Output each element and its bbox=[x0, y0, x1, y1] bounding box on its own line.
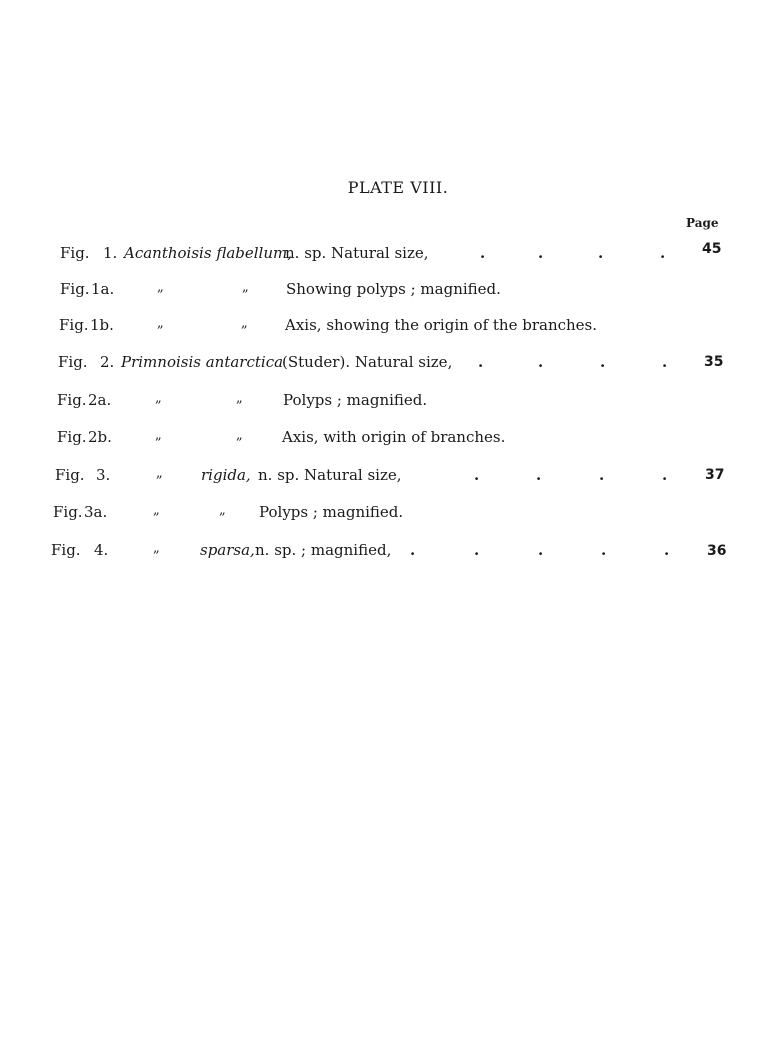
fig-number: 1. bbox=[103, 244, 118, 262]
page-number: 45 bbox=[702, 241, 722, 257]
plate-title: PLATE VIII. bbox=[347, 178, 449, 197]
fig-label: Fig. bbox=[55, 466, 85, 484]
fig-number: 4. bbox=[94, 541, 109, 559]
figure-row bbox=[0, 241, 776, 268]
figure-row bbox=[0, 280, 776, 304]
fig-label: Fig. bbox=[57, 391, 87, 409]
figure-row bbox=[0, 391, 776, 415]
leader-dot: . bbox=[601, 541, 607, 559]
fig-label: Fig. bbox=[58, 353, 88, 371]
fig-description: Axis, with origin of branches. bbox=[282, 428, 506, 446]
fig-label: Fig. bbox=[60, 244, 90, 262]
leader-dot: . bbox=[474, 466, 480, 484]
fig-number: 3. bbox=[96, 466, 111, 484]
figure-row bbox=[0, 466, 776, 490]
figure-row bbox=[0, 503, 776, 527]
ditto-mark: „ bbox=[157, 316, 164, 331]
ditto-mark: „ bbox=[155, 391, 162, 406]
fig-label: Fig. bbox=[57, 428, 87, 446]
fig-number: 1a. bbox=[91, 280, 115, 298]
fig-number: 2a. bbox=[88, 391, 112, 409]
ditto-mark: „ bbox=[242, 280, 249, 295]
fig-description: n. sp. Natural size, bbox=[285, 244, 429, 262]
figure-row bbox=[0, 353, 776, 377]
leader-dot: . bbox=[538, 244, 544, 262]
ditto-mark: „ bbox=[153, 503, 160, 518]
ditto-mark: „ bbox=[156, 466, 163, 481]
fig-label: Fig. bbox=[60, 280, 90, 298]
page-number: 35 bbox=[704, 354, 724, 370]
leader-dot: . bbox=[474, 541, 480, 559]
fig-description: Polyps ; magnified. bbox=[259, 503, 404, 521]
leader-dot: . bbox=[662, 353, 668, 371]
fig-label: Fig. bbox=[59, 316, 89, 334]
leader-dot: . bbox=[600, 353, 606, 371]
ditto-mark: „ bbox=[241, 316, 248, 331]
fig-description: (Studer). Natural size, bbox=[282, 353, 453, 371]
leader-dot: . bbox=[599, 466, 605, 484]
figure-row bbox=[0, 316, 776, 340]
species-name: rigida, bbox=[201, 466, 251, 484]
ditto-mark: „ bbox=[236, 391, 243, 406]
leader-dot: . bbox=[662, 466, 668, 484]
leader-dot: . bbox=[478, 353, 484, 371]
fig-description: Polyps ; magnified. bbox=[283, 391, 428, 409]
fig-label: Fig. bbox=[51, 541, 81, 559]
leader-dot: . bbox=[410, 541, 416, 559]
fig-description: Showing polyps ; magnified. bbox=[286, 280, 501, 298]
figure-row bbox=[0, 541, 776, 565]
leader-dot: . bbox=[598, 244, 604, 262]
species-name: Primnoisis antarctica bbox=[121, 353, 284, 371]
figure-row bbox=[0, 428, 776, 452]
ditto-mark: „ bbox=[157, 280, 164, 295]
fig-number: 2. bbox=[100, 353, 115, 371]
fig-number: 3a. bbox=[84, 503, 108, 521]
page-number: 37 bbox=[705, 467, 725, 483]
ditto-mark: „ bbox=[236, 428, 243, 443]
page-number: 36 bbox=[707, 543, 727, 559]
leader-dot: . bbox=[660, 244, 666, 262]
species-name: Acanthoisis flabellum, bbox=[124, 244, 292, 262]
fig-description: Axis, showing the origin of the branches. bbox=[285, 316, 598, 334]
ditto-mark: „ bbox=[153, 541, 160, 556]
ditto-mark: „ bbox=[155, 428, 162, 443]
fig-description: n. sp. ; magnified, bbox=[255, 541, 392, 559]
leader-dot: . bbox=[536, 466, 542, 484]
leader-dot: . bbox=[664, 541, 670, 559]
ditto-mark: „ bbox=[219, 503, 226, 518]
fig-number: 2b. bbox=[88, 428, 112, 446]
species-name: sparsa, bbox=[200, 541, 255, 559]
fig-number: 1b. bbox=[90, 316, 114, 334]
leader-dot: . bbox=[538, 353, 544, 371]
fig-label: Fig. bbox=[53, 503, 83, 521]
fig-description: n. sp. Natural size, bbox=[258, 466, 402, 484]
leader-dot: . bbox=[538, 541, 544, 559]
leader-dot: . bbox=[480, 244, 486, 262]
page-column-header: Page bbox=[686, 216, 719, 230]
